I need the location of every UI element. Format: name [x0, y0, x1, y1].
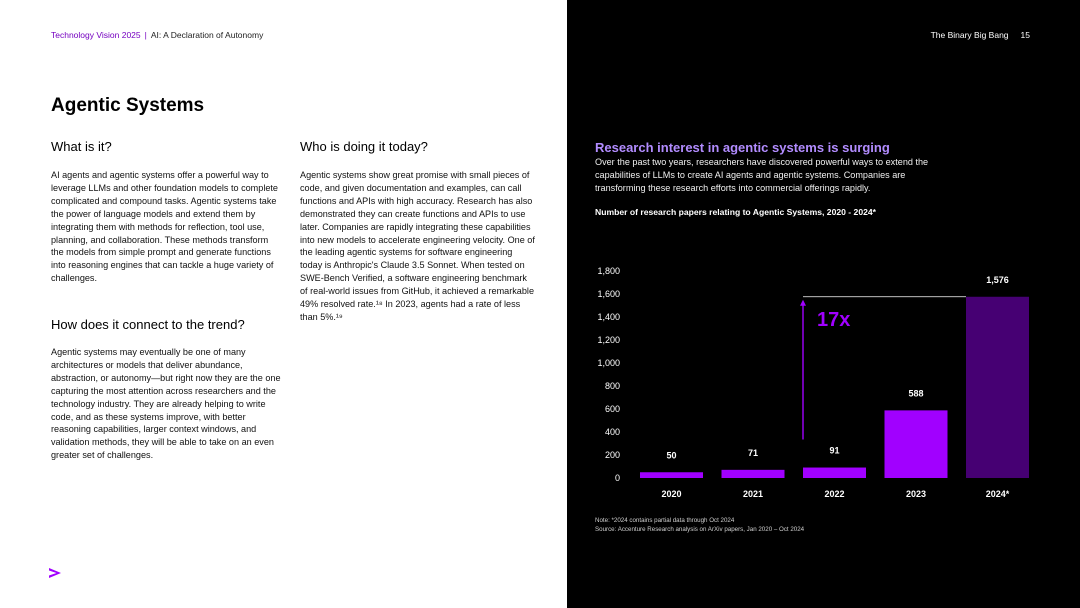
chart-title: Number of research papers relating to Agentic Systems, 2020 - 2024* [595, 207, 877, 217]
chart-notes [595, 517, 804, 534]
breadcrumb-separator: | [144, 30, 147, 40]
trend-text: Agentic systems may eventually be one of many architectures or models that deliver abundance, abstraction, or autonomy—but right now they are the one capturing the most attention across researchers and the technology industry. They are already helping to write code, and as these systems improve, with better reasoning capabilities, larger context windows, and validation methods, they will be able to take on an even greater set of challenges. [51, 347, 281, 461]
what-text: AI agents and agentic systems offer a powerful way to leverage LLMs and other foundation models to complete complicated and compound tasks. Agentic systems take the power of language models and extend them by integrating them with methods for reflection, tool use, planning, and collaboration. These methods transform the models from simple prompt and generate functions into reasoning engines that can tackle a huge variety of challenges. [51, 170, 278, 284]
breadcrumb-chapter[interactable]: AI: A Declaration of Autonomy [150, 30, 264, 40]
y-tick-label: 600 [604, 404, 620, 414]
y-tick-label: 200 [604, 450, 620, 460]
header-section-title: The Binary Big Bang [930, 30, 1009, 40]
bar [722, 470, 785, 478]
chart-section-title: Research interest in agentic systems is surging [595, 140, 890, 155]
bar [803, 468, 866, 478]
y-tick-label: 1,000 [597, 358, 620, 368]
accenture-logo-icon [46, 564, 66, 584]
x-tick-label: 2023 [905, 489, 927, 499]
breadcrumb-report[interactable]: Technology Vision 2025 [51, 30, 141, 40]
who-heading: Who is doing it today? [300, 139, 428, 154]
x-tick-label: 2020 [661, 489, 682, 499]
x-tick-label: 2024* [985, 489, 1010, 499]
right-panel [567, 0, 1080, 608]
data-label: 71 [747, 447, 759, 458]
chart-source: Source: Accenture Research analysis on ArXiv papers, Jan 2020 – Oct 2024 [595, 525, 805, 533]
y-tick-label: 1,600 [597, 289, 620, 299]
bar-chart [567, 255, 1080, 510]
chart-section-description: Over the past two years, researchers have discovered powerful ways to extend the capabilities of LLMs to create AI agents and agentic systems. Companies are transforming these research efforts into commercial offerings rapidly. [595, 157, 929, 193]
page-number: 15 [1020, 30, 1030, 40]
y-tick-label: 1,200 [597, 335, 620, 345]
who-text: Agentic systems show great promise with small pieces of code, and given documentation and examples, can call functions and APIs with high accuracy. Research has also demonstrated they can create functions and APIs to use later. Companies are rapidly integrating these capabilities into new models to accelerate engineering velocity. One of the leading agentic systems for software engineering today is Anthropic's Claude 3.5 Sonnet. When tested on SWE-Bench Verified, a software engineering benchmark of real-world issues from GitHub, it achieved a remarkable 49% resolved rate.¹⁸ In 2023, agents had a rate of less than 5%.¹⁹ [300, 170, 535, 322]
x-tick-label: 2022 [824, 489, 845, 499]
trend-heading: How does it connect to the trend? [51, 317, 245, 332]
annotation-arrow-head-icon [800, 300, 806, 306]
chart-note: Note: *2024 contains partial data through Oct 2024 [595, 517, 735, 524]
y-axis [597, 266, 620, 483]
what-heading: What is it? [51, 139, 112, 154]
breadcrumb [51, 30, 263, 40]
y-tick-label: 400 [604, 427, 620, 437]
y-tick-label: 1,800 [597, 266, 620, 276]
y-tick-label: 1,400 [597, 312, 620, 322]
page-title: Agentic Systems [51, 95, 205, 116]
data-label: 1,576 [986, 274, 1009, 285]
bar [966, 297, 1029, 478]
header-right [931, 30, 1030, 40]
y-tick-label: 0 [614, 473, 620, 483]
data-label: 50 [666, 450, 677, 461]
x-tick-label: 2021 [742, 489, 764, 499]
data-label: 91 [829, 445, 840, 456]
bar [885, 410, 948, 478]
y-tick-label: 800 [604, 381, 620, 391]
annotation-label: 17x [817, 308, 851, 331]
data-label: 588 [908, 388, 924, 399]
bar [640, 472, 703, 478]
